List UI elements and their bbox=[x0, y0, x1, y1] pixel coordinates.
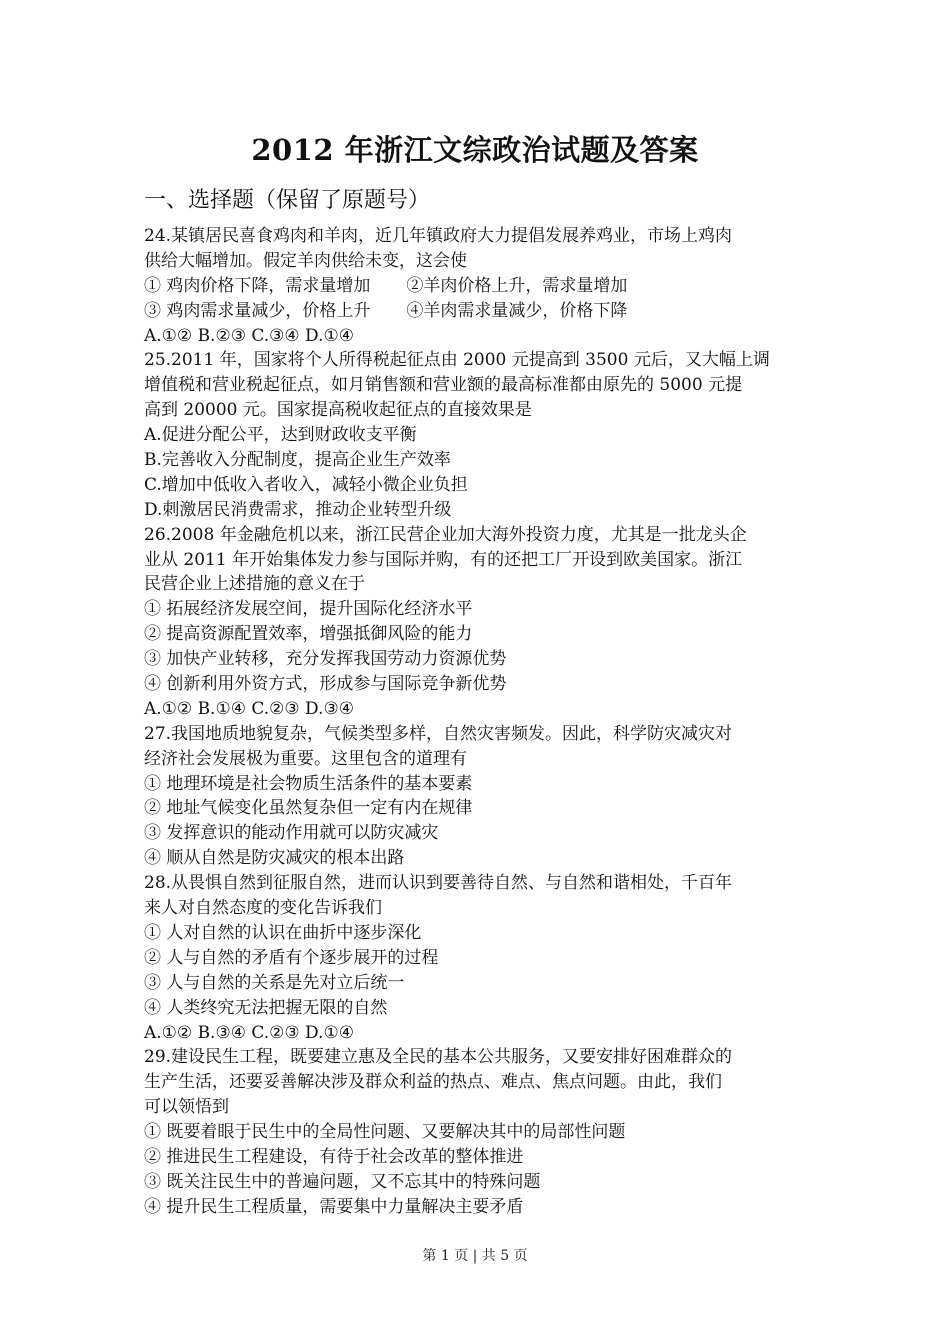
text-line: 27.我国地质地貌复杂，气候类型多样，自然灾害频发。因此，科学防灾减灾对 bbox=[144, 723, 733, 744]
section-heading: 一、选择题（保留了原题号） bbox=[144, 188, 431, 213]
text-line: ④ 顺从自然是防灾减灾的根本出路 bbox=[144, 848, 405, 869]
text-line: ① 人对自然的认识在曲折中逐步深化 bbox=[144, 922, 422, 943]
text-line bbox=[144, 274, 809, 299]
option-text: ②羊肉价格上升，需求量增加 bbox=[406, 275, 628, 296]
text-line: 24.某镇居民喜食鸡肉和羊肉，近几年镇政府大力提倡发展养鸡业，市场上鸡肉 bbox=[144, 226, 733, 246]
text-line: ③ 既关注民生中的普遍问题，又不忘其中的特殊问题 bbox=[144, 1171, 541, 1192]
text-line: C.增加中低收入者收入，减轻小微企业负担 bbox=[144, 474, 468, 495]
text-line: D.刺激居民消费需求，推动企业转型升级 bbox=[144, 499, 452, 520]
text-line: 26.2008 年金融危机以来，浙江民营企业加大海外投资力度，尤其是一批龙头企 bbox=[144, 524, 747, 545]
text-line: B.完善收入分配制度，提高企业生产效率 bbox=[144, 450, 451, 471]
text-line: ③ 发挥意识的能动作用就可以防灾减灾 bbox=[144, 823, 439, 844]
text-line: ④ 人类终究无法把握无限的自然 bbox=[144, 997, 388, 1018]
text-line: ④ 提升民生工程质量，需要集中力量解决主要矛盾 bbox=[144, 1196, 524, 1217]
text-line: 经济社会发展极为重要。这里包含的道理有 bbox=[144, 748, 467, 769]
text-line: 生产生活，还要妥善解决涉及群众利益的热点、难点、焦点问题。由此，我们 bbox=[144, 1072, 722, 1093]
text-line: ③ 人与自然的关系是先对立后统一 bbox=[144, 972, 405, 993]
text-line: A.①② B.①④ C.②③ D.③④ bbox=[144, 698, 354, 719]
text-line: 29.建设民生工程，既要建立惠及全民的基本公共服务，又要安排好困难群众的 bbox=[144, 1047, 733, 1068]
text-line: 可以领悟到 bbox=[144, 1097, 229, 1118]
text-line: 民营企业上述措施的意义在于 bbox=[144, 574, 365, 595]
text-line: ② 地址气候变化虽然复杂但一定有内在规律 bbox=[144, 798, 473, 819]
text-line: ② 提高资源配置效率，增强抵御风险的能力 bbox=[144, 624, 473, 645]
text-line: ① 既要着眼于民生中的全局性问题、又要解决其中的局部性问题 bbox=[144, 1122, 626, 1143]
text-line: 供给大幅增加。假定羊肉供给未变，这会使 bbox=[144, 250, 467, 271]
text-line: 增值税和营业税起征点，如月销售额和营业额的最高标准都由原先的 5000 元提 bbox=[144, 375, 743, 396]
text-line: ③ 加快产业转移，充分发挥我国劳动力资源优势 bbox=[144, 649, 507, 670]
text-line: ① 拓展经济发展空间，提升国际化经济水平 bbox=[144, 599, 473, 620]
text-line: 业从 2011 年开始集体发力参与国际并购，有的还把工厂开设到欧美国家。浙江 bbox=[144, 549, 743, 570]
text-line: ② 推进民生工程建设，有待于社会改革的整体推进 bbox=[144, 1146, 524, 1167]
text-line: ① 地理环境是社会物质生活条件的基本要素 bbox=[144, 773, 473, 794]
option-text: ④羊肉需求量减少，价格下降 bbox=[406, 300, 628, 321]
option-text: ① 鸡肉价格下降，需求量增加 bbox=[144, 275, 371, 296]
text-line: 28.从畏惧自然到征服自然，进而认识到要善待自然、与自然和谐相处，千百年 bbox=[144, 873, 733, 894]
text-line: ② 人与自然的矛盾有个逐步展开的过程 bbox=[144, 947, 439, 968]
text-line: 高到 20000 元。国家提高税收起征点的直接效果是 bbox=[144, 400, 532, 421]
text-line: A.①② B.③④ C.②③ D.①④ bbox=[144, 1022, 354, 1043]
text-line: A.促进分配公平，达到财政收支平衡 bbox=[144, 425, 417, 446]
text-line: 来人对自然态度的变化告诉我们 bbox=[144, 898, 382, 919]
option-text: ③ 鸡肉需求量减少，价格上升 bbox=[144, 300, 371, 321]
text-line: A.①② B.②③ C.③④ D.①④ bbox=[144, 325, 354, 346]
text-line: ④ 创新利用外资方式，形成参与国际竞争新优势 bbox=[144, 674, 507, 695]
text-line bbox=[144, 299, 809, 324]
text-line: 25.2011 年，国家将个人所得税起征点由 2000 元提高到 3500 元后，又大幅上调 bbox=[144, 350, 770, 371]
document-body bbox=[144, 224, 809, 1220]
page-footer: 第 1 页 | 共 5 页 bbox=[422, 1248, 528, 1264]
document-title: 2012 年浙江文综政治试题及答案 bbox=[251, 133, 699, 167]
